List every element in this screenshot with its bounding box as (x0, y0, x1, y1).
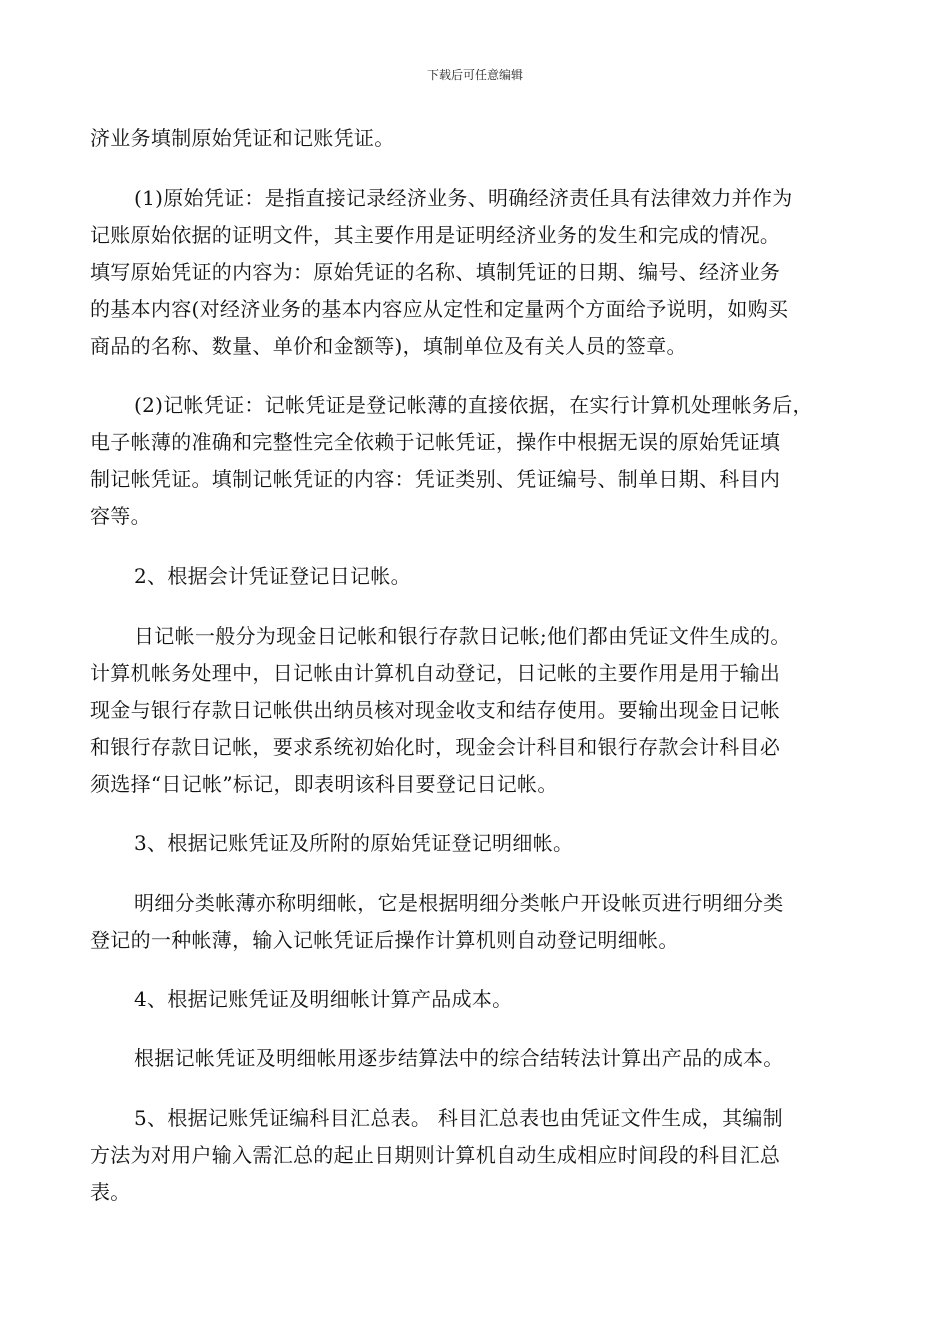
text-line: 填写原始凭证的内容为：原始凭证的名称、填制凭证的日期、编号、经济业务 (90, 260, 781, 284)
text-line: (1)原始凭证：是指直接记录经济业务、明确经济责任具有法律效力并作为 (134, 186, 793, 210)
text-line: 制记帐凭证。填制记帐凭证的内容：凭证类别、凭证编号、制单日期、科目内 (90, 467, 781, 491)
text-line: 须选择“日记帐”标记，即表明该科目要登记日记帐。 (90, 772, 558, 796)
text-line: 根据记帐凭证及明细帐用逐步结算法中的综合结转法计算出产品的成本。 (134, 1046, 784, 1070)
text-line: (2)记帐凭证：记帐凭证是登记帐薄的直接依据，在实行计算机处理帐务后， (134, 393, 813, 417)
text-line: 登记的一种帐薄，输入记帐凭证后操作计算机则自动登记明细帐。 (90, 928, 679, 952)
text-line: 商品的名称、数量、单价和金额等)，填制单位及有关人员的签章。 (90, 334, 687, 358)
text-line: 计算机帐务处理中，日记帐由计算机自动登记，日记帐的主要作用是用于输出 (90, 661, 781, 685)
text-line: 方法为对用户输入需汇总的起止日期则计算机自动生成相应时间段的科目汇总 (90, 1143, 781, 1167)
section-heading: 5、根据记账凭证编科目汇总表。 科目汇总表也由凭证文件生成，其编制 (134, 1106, 783, 1130)
section-heading: 3、根据记账凭证及所附的原始凭证登记明细帐。 (134, 831, 574, 855)
text-line: 明细分类帐薄亦称明细帐，它是根据明细分类帐户开设帐页进行明细分类 (134, 891, 784, 915)
text-line: 和银行存款日记帐，要求系统初始化时，现金会计科目和银行存款会计科目必 (90, 735, 781, 759)
text-line: 的基本内容(对经济业务的基本内容应从定性和定量两个方面给予说明，如购买 (90, 297, 789, 321)
text-line: 济业务填制原始凭证和记账凭证。 (90, 126, 395, 150)
text-line: 现金与银行存款日记帐供出纳员核对现金收支和结存使用。要输出现金日记帐 (90, 698, 781, 722)
text-line: 电子帐薄的准确和完整性完全依赖于记帐凭证，操作中根据无误的原始凭证填 (90, 430, 781, 454)
page-header: 下载后可任意编辑 (426, 68, 523, 82)
text-line: 记账原始依据的证明文件，其主要作用是证明经济业务的发生和完成的情况。 (90, 223, 781, 247)
text-line: 表。 (90, 1180, 131, 1204)
text-line: 容等。 (90, 504, 151, 528)
section-heading: 4、根据记账凭证及明细帐计算产品成本。 (134, 987, 513, 1011)
section-heading: 2、根据会计凭证登记日记帐。 (134, 564, 411, 588)
text-line: 日记帐一般分为现金日记帐和银行存款日记帐;他们都由凭证文件生成的。 (134, 624, 791, 648)
